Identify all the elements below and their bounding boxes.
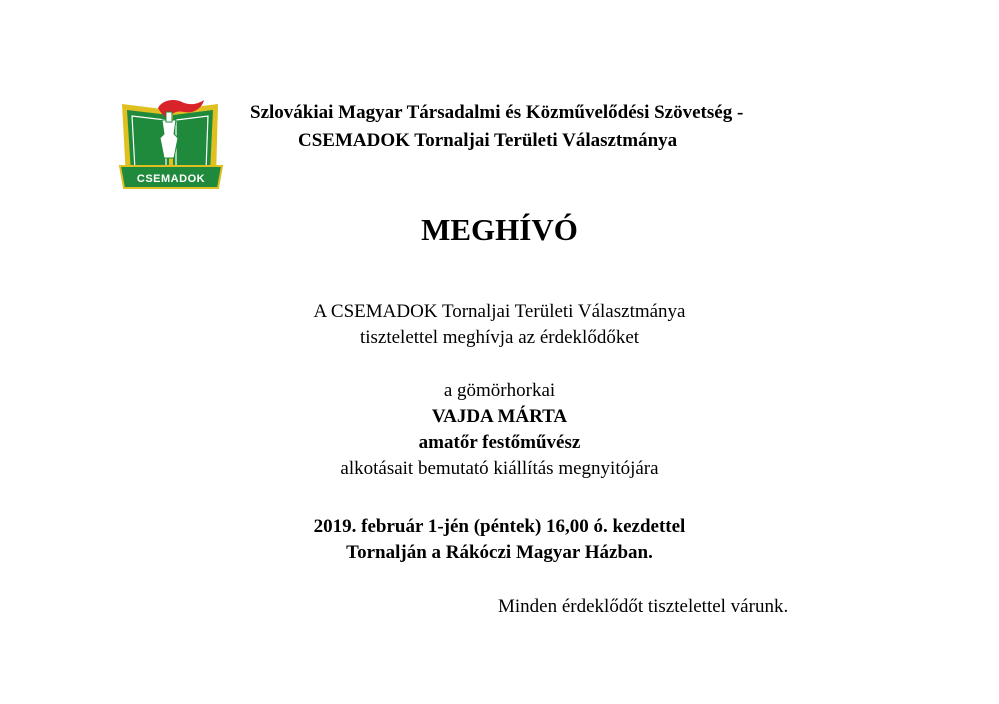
intro-line-2: tisztelettel meghívja az érdeklődőket	[359, 327, 640, 348]
logo-wordmark: CSEMADOK	[136, 173, 206, 185]
event-venue: Tornalján a Rákóczi Magyar Házban.	[346, 542, 653, 563]
closing-line: Minden érdeklődőt tisztelettel várunk.	[498, 596, 789, 617]
csemadok-logo	[118, 98, 224, 190]
artist-role: amatőr festőművész	[418, 432, 581, 453]
artist-origin: a gömörhorkai	[443, 380, 556, 401]
page-title: MEGHÍVÓ	[421, 212, 578, 247]
artist-block	[0, 378, 999, 482]
csemadok-emblem-icon	[118, 98, 224, 190]
org-name-line-2: CSEMADOK Tornaljai Területi Választmánya	[298, 130, 678, 151]
when-where-block	[0, 514, 999, 566]
intro-block	[0, 299, 999, 351]
artist-name: VAJDA MÁRTA	[431, 406, 568, 427]
event-description: alkotásait bemutató kiállítás megnyitójára	[340, 458, 659, 479]
intro-line-1: A CSEMADOK Tornaljai Területi Választmánya	[313, 301, 686, 322]
org-name-line-1: Szlovákiai Magyar Társadalmi és Közművelődési Szövetség -	[250, 102, 744, 123]
event-date-time: 2019. február 1-jén (péntek) 16,00 ó. kezdettel	[313, 516, 686, 537]
